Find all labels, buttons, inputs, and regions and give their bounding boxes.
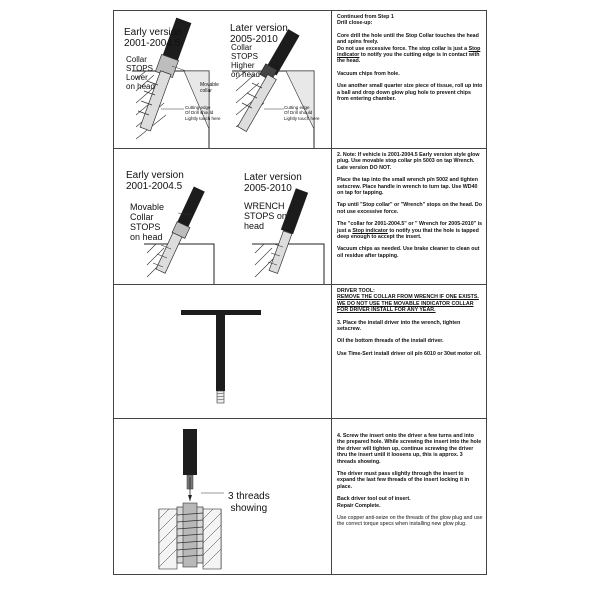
driver-tool-title: DRIVER TOOL: bbox=[337, 288, 375, 294]
cutting-edge-note-right: Cutting edge Of Drill should Lightly touch here bbox=[284, 105, 320, 121]
step2-p4: The "collar for 2001-2004.5" or " Wrench for 2005-2010" is just a Stop indicator to notify you that the hole is tapped deep enough to accept the insert. bbox=[337, 221, 483, 241]
stop-indicator-emphasis-2: Stop indicator bbox=[352, 227, 388, 234]
step1-figure bbox=[114, 11, 332, 148]
cutting-edge-note-left: Cutting edge Of Drill should Lightly touch here bbox=[185, 105, 221, 121]
step3-row bbox=[114, 285, 486, 419]
install-driver-body bbox=[183, 429, 197, 475]
step2-figure bbox=[114, 149, 332, 284]
step4-instructions bbox=[337, 433, 483, 534]
step4-figure bbox=[114, 419, 332, 575]
later-version-label-2: Later version 2005-2010 bbox=[244, 172, 302, 194]
step2-p2: Place the tap into the small wrench p/n 5002 and tighten setscrew. Place handle in wrench to turn tap. Use WD40 on tap for tapping. bbox=[337, 177, 478, 197]
step1-p2: Do not use excessive force. The stop collar is just a Stop indicator to notify you the cutting edge is in contact with the head. bbox=[337, 45, 481, 65]
step3-instructions bbox=[337, 288, 483, 363]
step2-row bbox=[114, 149, 486, 285]
instruction-sheet bbox=[113, 10, 487, 575]
movable-collar-label: Movable collar bbox=[200, 82, 219, 94]
step1-p3: Vacuum chips from hole. bbox=[337, 70, 400, 77]
early-version-label: Early version 2001-2004.5 bbox=[124, 27, 182, 49]
wrench-stops-label: WRENCH STOPS on head bbox=[244, 201, 287, 231]
step2-p3: Tap until "Stop collar" or "Wrench" stops on the head. Do not use excessive force. bbox=[337, 202, 482, 215]
collar-stops-higher-label: Collar STOPS Higher on head bbox=[231, 43, 260, 79]
later-version-label: Later version 2005-2010 bbox=[230, 23, 288, 45]
step4-p2: The driver must pass slightly through the insert to expand the last few threads of the insert locking it in place. bbox=[337, 471, 470, 490]
collar-stops-lower-label: Collar STOPS Lower on head bbox=[126, 55, 155, 91]
remove-collar-warning: REMOVE THE COLLAR FROM WRENCH IF ONE EXISTS. WE DO NOT USE THE MOVABLE INDICATOR COLLAR FOR DRIVER INSTALL FOR ANY YEAR. bbox=[337, 294, 479, 314]
insert-install-illustration bbox=[114, 419, 331, 574]
step2-instructions bbox=[337, 152, 483, 265]
step1-heading-a: Continued from Step 1 bbox=[337, 14, 394, 20]
step4-row bbox=[114, 419, 486, 575]
step1-p4: Use another small quarter size piece of tissue, roll up into a ball and drop down glow plug hole to prevent chips from entering chamber. bbox=[337, 83, 483, 103]
head-section-with-insert bbox=[159, 493, 224, 569]
step4-p3: Back driver tool out of insert. bbox=[337, 496, 411, 503]
step1-p1: Core drill the hole until the Stop Collar touches the head and spins freely. bbox=[337, 32, 479, 46]
step2-p5: Vacuum chips as needed. Use brake cleaner to clean out oil residue after tapping. bbox=[337, 246, 480, 259]
step1-row bbox=[114, 11, 486, 149]
driver-tool-illustration bbox=[114, 285, 331, 418]
step4-p1: 4. Screw the insert onto the driver a few turns and into the prepared hole. While screwing the insert into the hole the driver will tighten up, continue screwing the driver thru the insert until it loosens up, this is approx. 3 threads showing. bbox=[337, 433, 482, 465]
step2-p1: 2. Note: If vehicle is 2001-2004.5 Early version style glow plug. Use movable stop collar p/n 5003 on tap Wrench. Late version DO NOT. bbox=[337, 152, 480, 171]
step3-p2: Oil the bottom threads of the install driver. bbox=[337, 338, 444, 345]
step3-figure bbox=[114, 285, 332, 418]
step1-heading-b: Drill close-up: bbox=[337, 20, 373, 27]
step3-p1: 3. Place the install driver into the wrench, tighten setscrew. bbox=[337, 319, 461, 333]
three-threads-showing-label: 3 threads showing bbox=[228, 491, 270, 514]
early-version-label-2: Early version 2001-2004.5 bbox=[126, 170, 184, 192]
movable-collar-stops-label: Movable Collar STOPS on head bbox=[130, 202, 165, 242]
stop-indicator-emphasis: Stop indicator bbox=[337, 45, 481, 59]
step4-p5: Use copper anti-seize on the threads of the glow plug and use the correct torque specs when installing new glow plug. bbox=[337, 515, 483, 528]
driver-wrench bbox=[216, 313, 225, 391]
step1-instructions bbox=[337, 14, 483, 108]
repair-complete: Repair Complete. bbox=[337, 502, 381, 509]
step3-p3: Use Time-Sert install driver oil p/n 6010 or 30wt motor oil. bbox=[337, 350, 482, 357]
